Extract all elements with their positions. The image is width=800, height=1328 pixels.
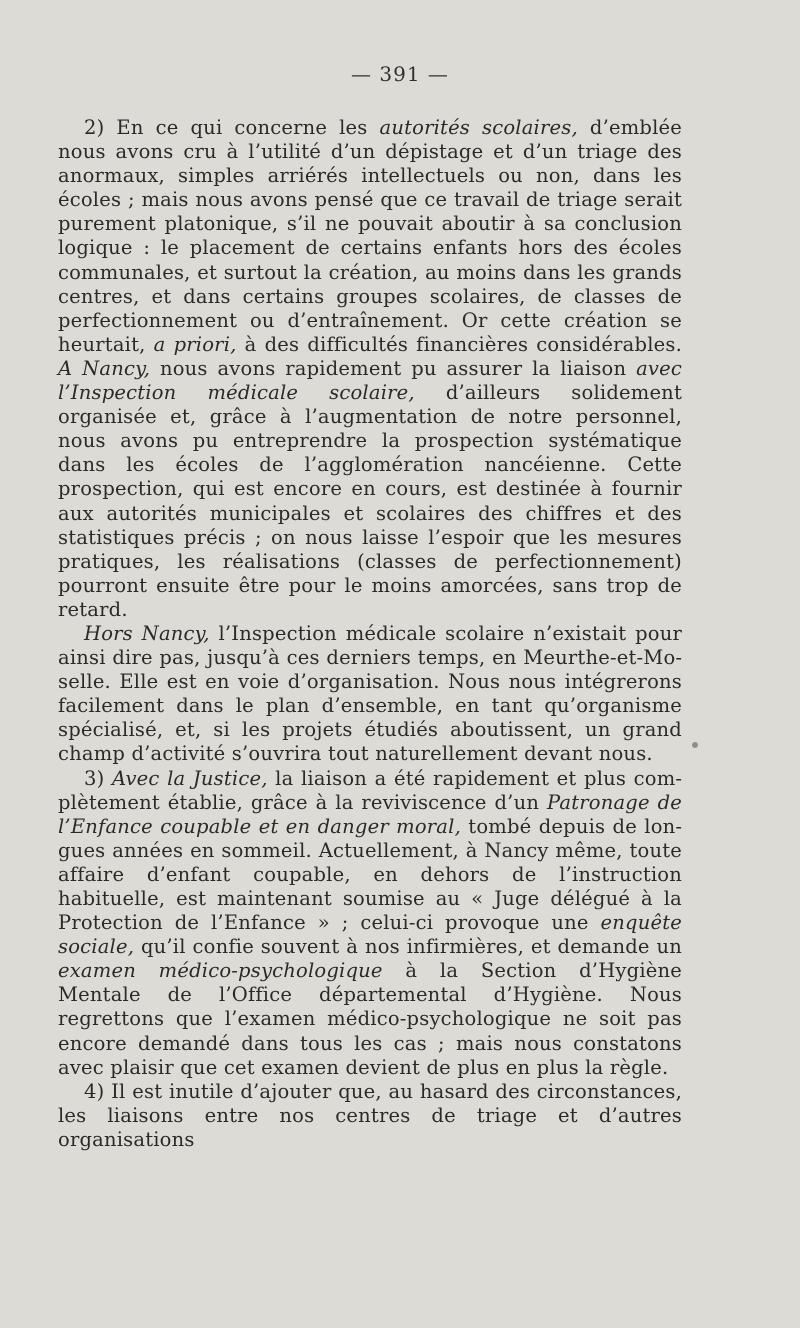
italic-text: enquête sociale, xyxy=(58,911,682,959)
italic-text: A Nancy, xyxy=(58,356,151,380)
italic-text: Hors Nancy, xyxy=(84,621,210,645)
text-run: à des difficultés financières considérables. xyxy=(236,332,682,356)
text-run: d’emblée nous avons cru à l’utilité d’un dépistage et d’un triage des anormaux, simples arriérés intellectuels ou non, dans les écoles ; mais nous avons pensé que ce travail de triage serait purement platonique, s’il ne pouvait aboutir à sa conclusion logique : le placement de certains enfants hors des écoles communales, et surtout la création, au moins dans les grands centres, et dans certains groupes scolaires, de classes de perfectionnement ou d’entraînement. Or cette création se heurtait, xyxy=(58,116,682,356)
italic-text: Avec la Justice, xyxy=(111,766,268,790)
ink-speck xyxy=(692,742,698,748)
italic-text: a priori, xyxy=(153,332,237,356)
paragraph-2 xyxy=(58,116,682,622)
italic-text: autorités scolaires, xyxy=(379,116,578,139)
italic-text: examen médico-psychologique xyxy=(58,959,383,983)
paragraph-4 xyxy=(58,1080,682,1152)
text-run: l’Inspection médicale scolaire n’existait pour ainsi dire pas, jusqu’à ces derniers temps, en Meurthe-et-Moselle. Elle est en voie d’organisation. Nous nous intégrerons facilement dans le plan d’ensemble, en tant qu’organisme spécialisé, et, si les projets étudiés aboutissent, un grand champ d’activité s’ouvrira tout naturellement devant nous. xyxy=(58,621,682,766)
italic-text: Patronage de l’Enfance coupable et en danger moral, xyxy=(58,790,683,838)
text-run: 4) Il est inutile d’ajouter que, au hasard des circonstances, les liaisons entre nos centres de triage et d’autres organisations xyxy=(58,1079,682,1151)
text-run: d’ailleurs solidement organisée et, grâce à l’augmentation de notre personnel, nous avons pu entreprendre la prospection systématique dans les écoles de l’agglomération nancéienne. Cette prospection, qui est encore en cours, est destinée à fournir aux autorités municipales et scolaires des chiffres et des statistiques précis ; on nous laisse l’espoir que les mesures pratiques, les réalisations (classes de perfectionnement) pourront ensuite être pour le moins amorcées, sans trop de retard. xyxy=(58,381,682,621)
text-run: la liaison a été rapidement et plus complètement établie, grâce à la reviviscence d’un xyxy=(58,766,682,814)
body-text xyxy=(58,116,682,1152)
text-run: à la Section d’Hygiène Mentale de l’Office départemental d’Hygiène. Nous regrettons que l’examen médico-psychologique ne soit pas encore demandé dans tous les cas ; mais nous constatons avec plaisir que cet examen devient de plus en plus la règle. xyxy=(58,959,682,1079)
paragraph-hors-nancy xyxy=(58,622,682,767)
text-run: tombé depuis de longues années en sommeil. Actuellement, à Nancy même, toute affaire d’enfant coupable, en dehors de l’instruction habituelle, est maintenant soumise au « Juge délégué à la Protection de l’Enfance » ; celui-ci provoque une xyxy=(58,814,683,935)
page-number: — 391 — xyxy=(351,62,449,86)
italic-text: avec l’Inspection médicale scolaire, xyxy=(58,356,682,405)
text-run: 3) xyxy=(84,766,112,790)
text-run: nous avons rapidement pu assurer la liaison xyxy=(150,356,637,380)
paragraph-3 xyxy=(58,767,682,1080)
text-run: 2) En ce qui concerne les xyxy=(84,116,380,139)
text-run: qu’il confie souvent à nos infirmières, et demande un xyxy=(134,935,682,959)
